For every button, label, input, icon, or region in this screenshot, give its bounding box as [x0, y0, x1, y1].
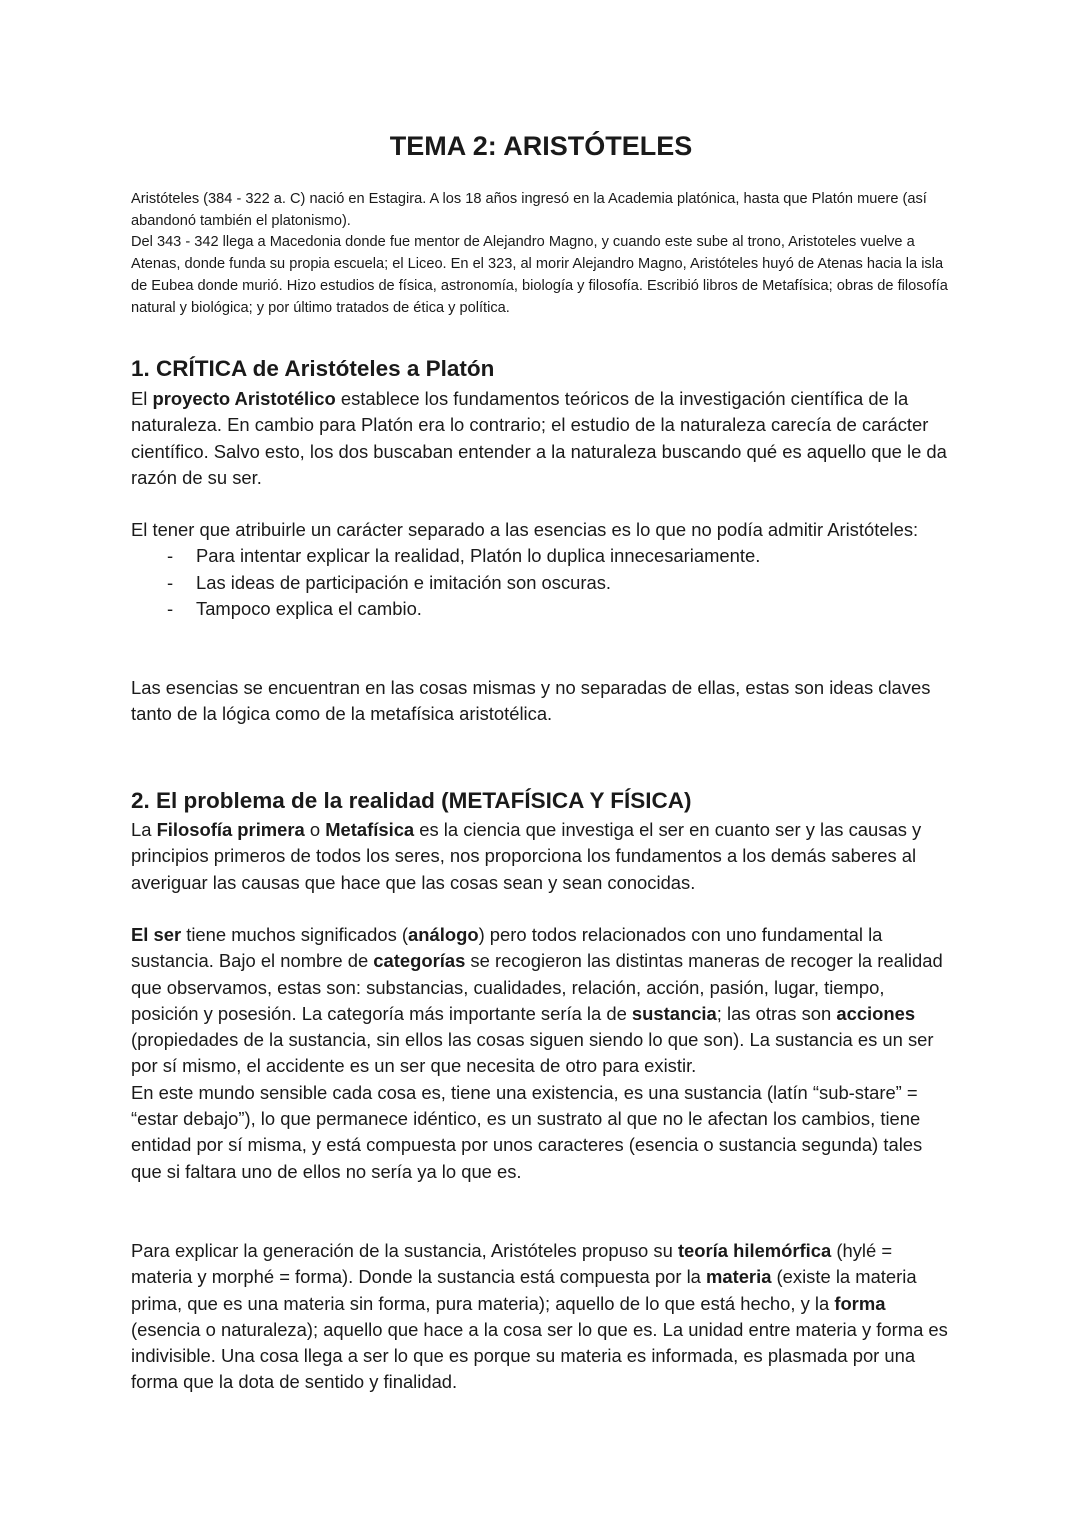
bold-term: forma [834, 1292, 886, 1314]
bold-term: materia [706, 1266, 772, 1288]
bold-term: teoría hilemórfica [677, 1240, 832, 1261]
text-run: es la ciencia que investiga el ser en cuanto ser y las causas y principios primeros de todos los seres, nos proporciona los fundamentos a los demás saberes al averiguar las causas que hace que las cosas sean y sean conocidas. [131, 819, 922, 893]
intro-section [131, 189, 951, 319]
text-run: (existe la materia prima, que es una materia sin forma, pura materia); aquello de lo que está hecho, y la [131, 1266, 917, 1314]
paragraph-text: En este mundo sensible cada cosa es, tiene una existencia, es una sustancia (latín “sub-stare” = “estar debajo”), lo que permanece idéntico, es un sustrato al que no le afectan los cambios, tiene entidad por sí misma, y está compuesta por unos caracteres (esencia o sustancia segunda) tales que si faltara uno de ellos no sería ya lo que es. [131, 1081, 923, 1182]
section-2-paragraph-2 [131, 922, 951, 1185]
list-item-text: Para intentar explicar la realidad, Platón lo duplica innecesariamente. [196, 545, 761, 567]
intro-paragraph-1: Aristóteles (384 - 322 a. C) nació en Estagira. A los 18 años ingresó en la Academia platónica, hasta que Platón muere (así abandonó también el platonismo). [131, 191, 927, 229]
text-run: se recogieron las distintas maneras de recoger la realidad que observamos, estas son: substancias, cualidades, relación, acción, pasión, lugar, tiempo, posición y posesión. La categoría más importante sería la de [131, 950, 943, 1024]
text-run: Para explicar la generación de la sustancia, Aristóteles propuso su [131, 1240, 678, 1261]
list-item [131, 570, 951, 596]
text-run: El [131, 388, 153, 409]
bold-term: Metafísica [325, 819, 415, 840]
dash-bullet: - [167, 545, 174, 567]
paragraph-text: El tener que atribuirle un carácter separado a las esencias es lo que no podía admitir Aristóteles: [131, 519, 919, 540]
text-run: o [304, 819, 326, 840]
bold-term: El ser [131, 924, 182, 945]
bold-term: análogo [408, 924, 479, 945]
bold-term: sustancia [631, 1002, 717, 1024]
text-run: (esencia o naturaleza); aquello que hace a la cosa ser lo que es. La unidad entre materia y forma es indivisible. Una cosa llega a ser lo que es porque su materia es informada, es plasmada por una forma que la dota de sentido y finalidad. [131, 1318, 948, 1393]
paragraph-text: Las esencias se encuentran en las cosas mismas y no separadas de ellas, estas son ideas claves tanto de la lógica como de la metafísica aristotélica. [131, 677, 931, 725]
dash-bullet: - [167, 571, 174, 593]
section-1-paragraph-2 [131, 517, 951, 622]
bold-term: categorías [373, 950, 466, 972]
list-item [131, 543, 951, 569]
text-run: ) pero todos relacionados con uno fundamental la sustancia. Bajo el nombre de [131, 924, 883, 972]
text-run: La [131, 819, 157, 840]
bold-term: acciones [836, 1002, 916, 1024]
text-run: (hylé = materia y morphé = forma). Donde la sustancia está compuesta por la [131, 1240, 893, 1288]
text-run: (propiedades de la sustancia, sin ellos las cosas siguen siendo lo que son). La sustancia es un ser por sí mismo, el accidente es un ser que necesita de otro para existir. [131, 1029, 934, 1077]
section-1-heading: 1. CRÍTICA de Aristóteles a Platón [131, 356, 495, 381]
text-run: ; las otras son [716, 1002, 837, 1024]
page-title: TEMA 2: ARISTÓTELES [389, 131, 693, 161]
section-1-paragraph-1 [131, 386, 951, 491]
bold-term: Filosofía primera [156, 819, 305, 840]
section-2-heading: 2. El problema de la realidad (METAFÍSICA Y FÍSICA) [131, 788, 692, 813]
intro-paragraph-2: Del 343 - 342 llega a Macedonia donde fue mentor de Alejandro Magno, y cuando este sube al trono, Aristoteles vuelve a Atenas, donde funda su propia escuela; el Liceo. En el 323, al morir Alejandro Magno, Aristóteles huyó de Atenas hacia la isla de Eubea donde murió. Hizo estudios de física, astronomía, biología y filosofía. Escribió libros de Metafísica; obras de filosofía natural y biológica; y por último tratados de ética y política. [131, 234, 948, 316]
list-item [131, 596, 951, 622]
text-run: establece los fundamentos teóricos de la investigación científica de la naturaleza. En cambio para Platón era lo contrario; el estudio de la naturaleza carecía de carácter científico. Salvo esto, los dos buscaban entender a la naturaleza buscando qué es aquello que le da razón de su ser. [131, 388, 947, 488]
list-item-text: Las ideas de participación e imitación son oscuras. [196, 571, 612, 593]
text-run: tiene muchos significados ( [181, 924, 409, 945]
list-item-text: Tampoco explica el cambio. [196, 597, 422, 619]
bold-term: proyecto Aristotélico [152, 388, 336, 409]
section-2-paragraph-1 [131, 817, 951, 896]
section-2-paragraph-4 [131, 1238, 951, 1396]
dash-bullet: - [167, 597, 174, 619]
bullet-list [131, 543, 951, 622]
section-1-paragraph-3 [131, 675, 951, 728]
